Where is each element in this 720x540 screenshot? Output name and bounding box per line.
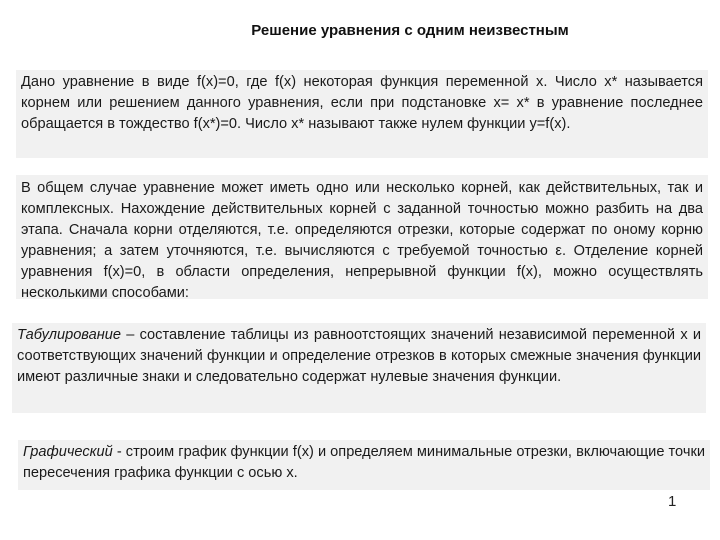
definition-paragraph <box>16 70 708 158</box>
general-case-paragraph <box>16 175 708 299</box>
graphical-method-paragraph <box>18 440 710 490</box>
tabulation-method-paragraph <box>12 323 706 413</box>
graphical-term: Графический <box>23 444 113 460</box>
page-title: Решение уравнения с одним неизвестным <box>251 22 569 39</box>
graphical-method-text <box>23 442 705 484</box>
tabulation-term: Табулирование <box>17 327 121 343</box>
definition-text: Дано уравнение в виде f(x)=0, где f(x) некоторая функция переменной x. Число x* называется корнем или решением данного уравнения, если при подстановке x= x* в уравнение последнее обращается в тождество f(x*)=0. Число x* называют также нулем функции y=f(x). <box>21 74 703 132</box>
tabulation-method-text <box>17 325 701 388</box>
general-case-text: В общем случае уравнение может иметь одно или несколько корней, как действительных, так и комплексных. Нахождение действительных корней с заданной точностью можно разбить на два этапа. Сначала корни отделяются, т.е. определяются отрезки, которые содержат по оному корню уравнения; а затем уточняются, т.е. вычисляются с требуемой точностью ε. Отделение корней уравнения f(x)=0, в области определения, непрерывной функции f(x), можно осуществлять несколькими способами: <box>21 180 703 301</box>
tabulation-description: – составление таблицы из равноотстоящих значений независимой переменной x и соответствующих значений функции и определение отрезков в которых смежные значения функции имеют различные знаки и следовательно содержат нулевые значения функции. <box>17 327 701 385</box>
graphical-description: - строим график функции f(x) и определяем минимальные отрезки, включающие точки пересечения графика функции с осью x. <box>23 444 705 481</box>
page-number: 1 <box>668 493 677 510</box>
